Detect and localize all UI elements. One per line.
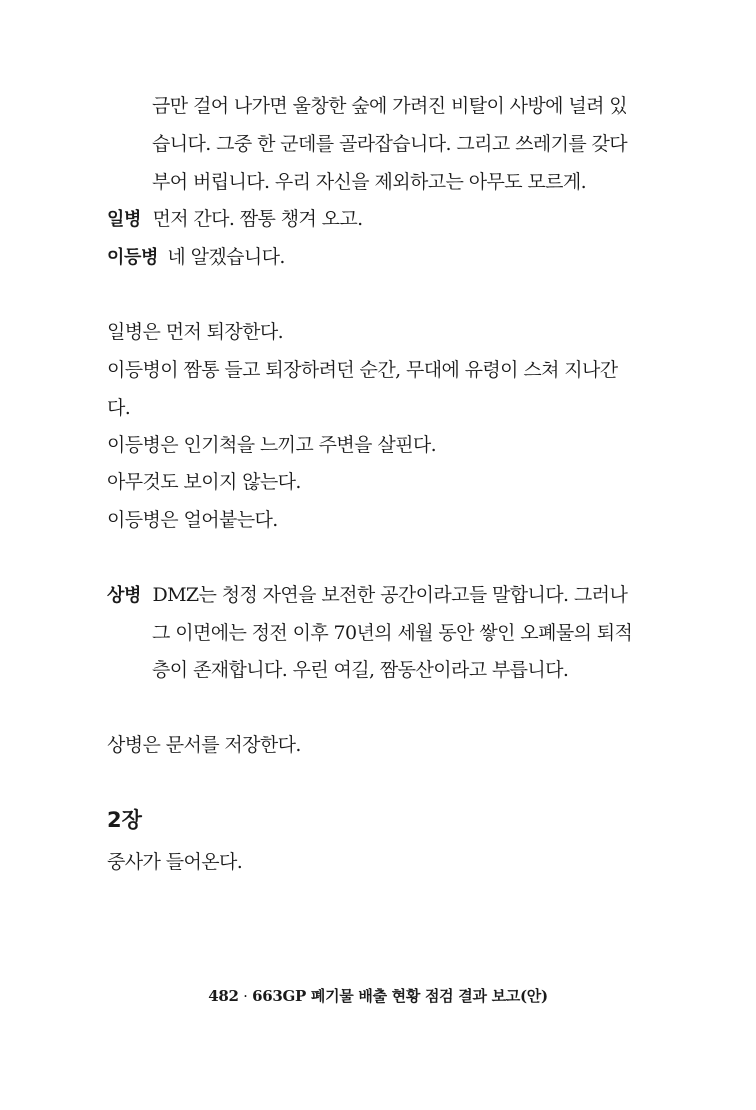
dialogue-corporal-line-3: 층이 존재합니다. 우린 여길, 짬동산이라고 부릅니다. bbox=[152, 659, 569, 681]
page-footer bbox=[0, 986, 756, 1006]
dialogue-corporal-line-2: 그 이면에는 정전 이후 70년의 세월 동안 쌓인 오폐물의 퇴적 bbox=[152, 622, 633, 644]
chapter-direction: 중사가 들어온다. bbox=[107, 851, 243, 873]
dialogue-text: 네 알겠습니다. bbox=[167, 246, 285, 268]
dialogue-private bbox=[107, 245, 285, 270]
footer-title: 663GP 폐기물 배출 현황 점검 결과 보고(안) bbox=[252, 987, 548, 1005]
stage-direction-1: 일병은 먼저 퇴장한다. bbox=[107, 321, 284, 343]
dialogue-text: 먼저 간다. 짬통 챙겨 오고. bbox=[152, 208, 363, 230]
footer-separator: · bbox=[243, 987, 248, 1005]
dialogue-corporal bbox=[107, 583, 627, 608]
dialogue-text: DMZ는 청정 자연을 보전한 공간이라고들 말합니다. 그러나 bbox=[152, 584, 628, 606]
stage-direction-6: 상병은 문서를 저장한다. bbox=[107, 734, 301, 756]
stage-direction-2-cont: 다. bbox=[107, 397, 131, 419]
stage-direction-3: 이등병은 인기척을 느끼고 주변을 살핀다. bbox=[107, 434, 437, 456]
page-number: 482 bbox=[208, 987, 239, 1005]
speaker-name: 이등병 bbox=[107, 247, 158, 268]
stage-direction-4: 아무것도 보이지 않는다. bbox=[107, 471, 301, 493]
stage-direction-2: 이등병이 짬통 들고 퇴장하려던 순간, 무대에 유령이 스쳐 지나간 bbox=[107, 359, 618, 381]
continued-dialogue-line-1: 금만 걸어 나가면 울창한 숲에 가려진 비탈이 사방에 널려 있 bbox=[152, 95, 628, 117]
continued-dialogue-line-3: 부어 버립니다. 우리 자신을 제외하고는 아무도 모르게. bbox=[152, 171, 587, 193]
continued-dialogue-line-2: 습니다. 그중 한 군데를 골라잡습니다. 그리고 쓰레기를 갖다 bbox=[152, 133, 628, 155]
speaker-name: 일병 bbox=[107, 209, 141, 230]
stage-direction-5: 이등병은 얼어붙는다. bbox=[107, 509, 278, 531]
dialogue-private-first-class bbox=[107, 207, 363, 232]
speaker-name: 상병 bbox=[107, 585, 141, 606]
chapter-heading: 2장 bbox=[107, 808, 142, 832]
